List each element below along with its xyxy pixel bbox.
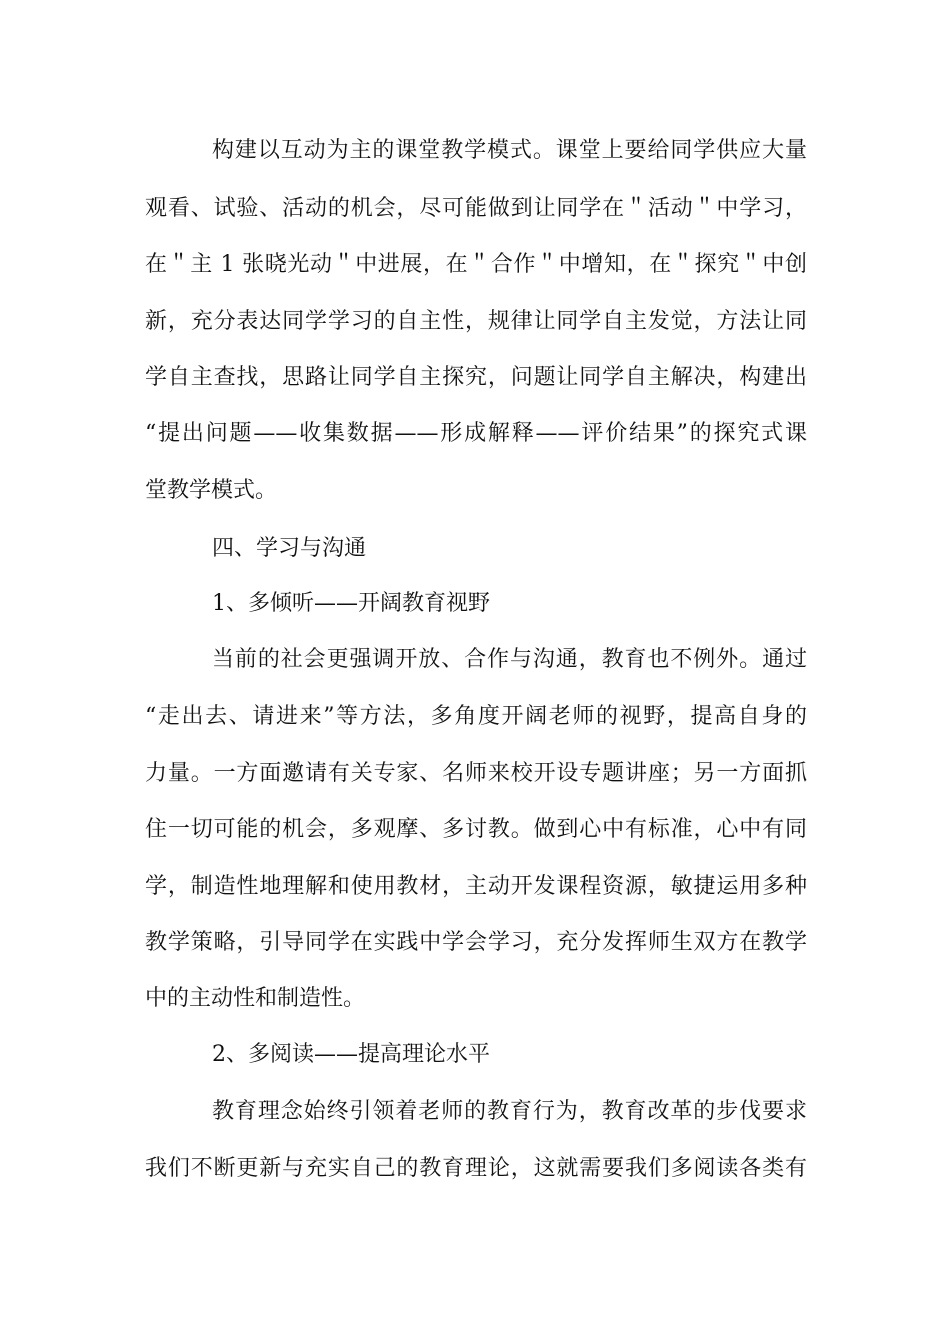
subheading-1: 1、多倾听——开阔教育视野 bbox=[212, 591, 490, 616]
paragraph-1-line-4: 新，充分表达同学学习的自主性，规律让同学自主发觉，方法让同 bbox=[145, 309, 807, 334]
paragraph-2-line-4: 住一切可能的机会，多观摩、多讨教。做到心中有标准，心中有同 bbox=[145, 817, 807, 842]
paragraph-1-line-6: “提出问题——收集数据——形成解释——评价结果”的探究式课 bbox=[145, 421, 807, 446]
paragraph-3-line-2: 我们不断更新与充实自己的教育理论，这就需要我们多阅读各类有 bbox=[145, 1156, 807, 1181]
paragraph-1-line-3: 在＂主 1 张晓光动＂中进展，在＂合作＂中增知，在＂探究＂中创 bbox=[145, 252, 807, 277]
paragraph-1-line-7: 堂教学模式。 bbox=[145, 478, 278, 503]
paragraph-1-line-2: 观看、试验、活动的机会，尽可能做到让同学在＂活动＂中学习， bbox=[145, 196, 807, 221]
paragraph-2-line-7: 中的主动性和制造性。 bbox=[145, 986, 366, 1011]
paragraph-2-line-6: 教学策略，引导同学在实践中学会学习，充分发挥师生双方在教学 bbox=[145, 930, 807, 955]
subheading-2: 2、多阅读——提高理论水平 bbox=[212, 1042, 490, 1067]
paragraph-1-line-1: 构建以互动为主的课堂教学模式。课堂上要给同学供应大量 bbox=[212, 138, 807, 163]
paragraph-2-line-1: 当前的社会更强调开放、合作与沟通，教育也不例外。通过 bbox=[212, 647, 807, 672]
section-heading: 四、学习与沟通 bbox=[212, 536, 367, 561]
paragraph-2-line-2: “走出去、请进来”等方法，多角度开阔老师的视野，提高自身的 bbox=[145, 704, 807, 729]
paragraph-2-line-5: 学，制造性地理解和使用教材，主动开发课程资源，敏捷运用多种 bbox=[145, 874, 807, 899]
paragraph-1-line-5: 学自主查找，思路让同学自主探究，问题让同学自主解决，构建出 bbox=[145, 365, 807, 390]
paragraph-3-line-1: 教育理念始终引领着老师的教育行为，教育改革的步伐要求 bbox=[212, 1099, 807, 1124]
paragraph-2-line-3: 力量。一方面邀请有关专家、名师来校开设专题讲座；另一方面抓 bbox=[145, 761, 807, 786]
